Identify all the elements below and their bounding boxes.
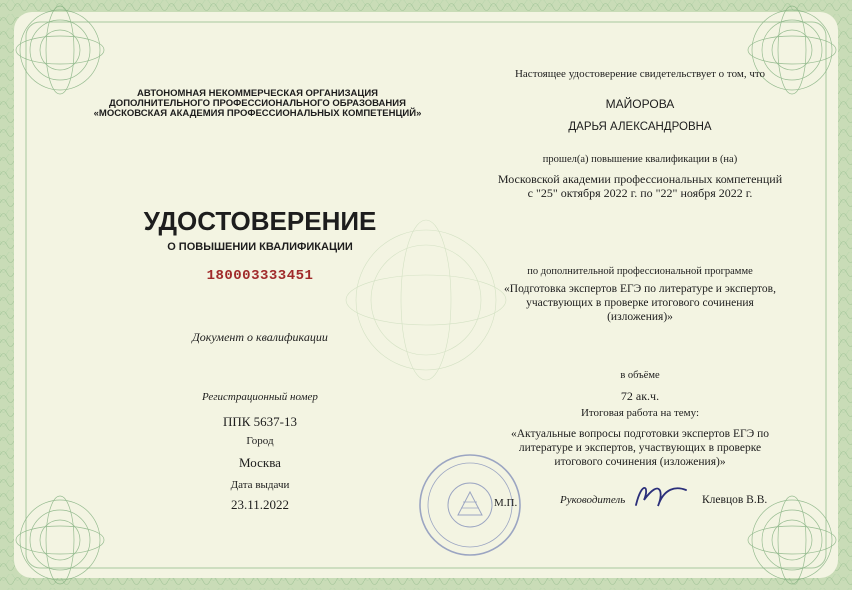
issue-date-label: Дата выдачи bbox=[230, 479, 290, 491]
topic-line-2: литературе и экспертов, участвующих в проверке bbox=[518, 442, 762, 454]
document-subtitle: О ПОВЫШЕНИИ КВАЛИФИКАЦИИ bbox=[167, 241, 353, 253]
city-value: Москва bbox=[239, 455, 281, 470]
document-type: Документ о квалификации bbox=[192, 330, 328, 344]
org-name-line-2: ДОПОЛНИТЕЛЬНОГО ПРОФЕССИОНАЛЬНОГО ОБРАЗОВАНИЯ bbox=[109, 98, 406, 109]
head-name: Клевцов В.В. bbox=[702, 494, 768, 506]
city-label: Город bbox=[246, 435, 274, 447]
org-name-line-3: «МОСКОВСКАЯ АКАДЕМИЯ ПРОФЕССИОНАЛЬНЫХ КОМПЕТЕНЦИЙ» bbox=[93, 108, 422, 119]
stamp-place: М.П. bbox=[494, 497, 518, 509]
issue-date: 23.11.2022 bbox=[230, 497, 290, 512]
org-name-line-1: АВТОНОМНАЯ НЕКОММЕРЧЕСКАЯ ОРГАНИЗАЦИЯ bbox=[136, 88, 379, 99]
program-line-2: участвующих в проверке итогового сочинения bbox=[526, 297, 754, 309]
passed-text: прошел(а) повышение квалификации в (на) bbox=[542, 154, 738, 165]
final-work-label: Итоговая работа на тему: bbox=[580, 407, 700, 419]
hours-value: 72 ак.ч. bbox=[620, 389, 660, 403]
document-title: УДОСТОВЕРЕНИЕ bbox=[143, 206, 377, 236]
topic-line-3: итогового сочинения (изложения)» bbox=[554, 456, 726, 468]
intro-text: Настоящее удостоверение свидетельствует о том, что bbox=[514, 68, 766, 80]
study-period: с "25" октября 2022 г. по "22" ноября 2022 г. bbox=[527, 186, 753, 200]
serial-number: 180003333451 bbox=[206, 268, 314, 284]
registration-number: ППК 5637-13 bbox=[222, 414, 298, 429]
institution: Московской академии профессиональных компетенций bbox=[497, 172, 783, 186]
program-label: по дополнительной профессиональной программе bbox=[527, 266, 753, 277]
program-line-3: (изложения)» bbox=[607, 311, 673, 323]
registration-label: Регистрационный номер bbox=[202, 391, 318, 403]
holder-surname: МАЙОРОВА bbox=[605, 97, 675, 111]
volume-label: в объёме bbox=[620, 370, 660, 381]
head-label: Руководитель bbox=[560, 494, 626, 506]
holder-name: ДАРЬЯ АЛЕКСАНДРОВНА bbox=[568, 121, 712, 133]
program-line-1: «Подготовка экспертов ЕГЭ по литературе и экспертов, bbox=[504, 283, 776, 295]
topic-line-1: «Актуальные вопросы подготовки экспертов ЕГЭ по bbox=[510, 428, 770, 440]
